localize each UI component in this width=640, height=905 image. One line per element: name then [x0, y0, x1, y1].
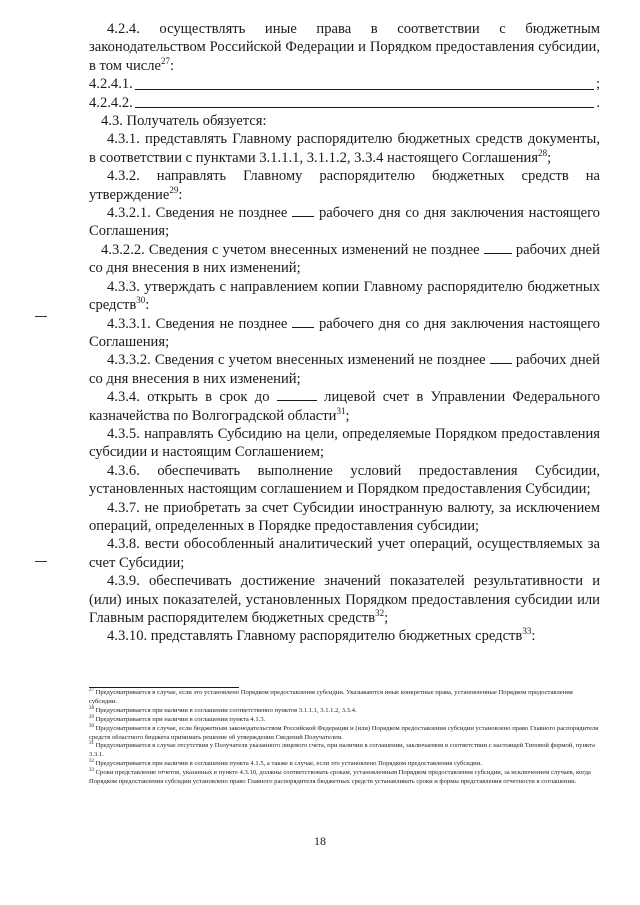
- agreement-body: [89, 20, 600, 646]
- footnote-33: $^{33}$ Сроки представление отчетов, указанных в пункте 4.3.10, должны соответствовать срокам, установленным Порядком предоставления субсидии, за исключением случаев, когда Порядком предоставления субсидии установлено право Главного распорядителя бюджетных средств устанавливать сроки и формы представления отчетности в соглашении.: [89, 767, 591, 786]
- margin-mark: [35, 561, 47, 562]
- clause-4-3-3-2: 4.3.3.2. Сведения с учетом внесенных изменений не позднее рабочих дней со дня внесения в них изменений;: [89, 352, 600, 387]
- blank-days: [292, 204, 314, 217]
- clause-4-3-3: 4.3.3. утверждать с направлением копии Главному распорядителю бюджетных средств$^{30}$:: [89, 278, 600, 314]
- clause-4-3-1: 4.3.1. представлять Главному распорядителю бюджетных средств документы, в соответствии с пунктами 3.1.1.1, 3.1.1.2, 3.3.4 настоящего Соглашения$^{28}$;: [89, 131, 600, 166]
- footnote-30: $^{30}$ Предусматривается в случае, если бюджетным законодательством Российской Федерации и (или) Порядком предоставления субсидии установлено право Главного распорядителя средств областного бюджета принимать решение об утверждении Сведений Получателем.: [89, 723, 599, 741]
- footnote-28: $^{28}$ Предусматривается при наличии в соглашении соответственно пунктов 3.1.1.1, 3.1.1.2, 3.3.4.: [89, 705, 357, 714]
- footnote-32: $^{32}$ Предусматривается при наличии в соглашении пункта 4.1.5, а также в случае, если это установлено Порядком предоставления субсидии.: [89, 759, 482, 768]
- blank-days: [484, 241, 512, 254]
- footnote-31: $^{31}$ Предусматривается в случае отсутствия у Получателя указанного лицевого счета, при наличии в соглашении, заключаемом в соответствии с настоящей Типовой формой, пункта 3.3.1.: [89, 741, 595, 759]
- footnote-ref-31: 31: [336, 405, 346, 416]
- clause-4-3-2-2: 4.3.2.2. Сведения с учетом внесенных изменений не позднее рабочих дней со дня внесения в них изменений;: [89, 241, 600, 277]
- blank-date: [277, 388, 317, 401]
- clause-4-3-8: 4.3.8. вести обособленный аналитический учет операций, осуществляемых за счет Субсидии;: [89, 536, 600, 571]
- footnote-ref-32: 32: [375, 608, 385, 619]
- clause-4-3-6: 4.3.6. обеспечивать выполнение условий предоставления Субсидии, установленных настоящим соглашением и Порядком предоставления Субсидии;: [89, 462, 600, 498]
- footnote-ref-30: 30: [136, 295, 146, 306]
- clause-4-3-2-1: 4.3.2.1. Сведения не позднее рабочего дня со дня заключения настоящего Соглашения;: [89, 205, 600, 240]
- clause-4-3-7: 4.3.7. не приобретать за счет Субсидии иностранную валюту, за исключением операций, определенных в Порядке предоставления субсидии;: [89, 499, 600, 534]
- footnote-29: $^{29}$ Предусматривается при наличии в соглашении пункта 4.1.3.: [89, 714, 266, 723]
- clause-4-3: 4.3. Получатель обязуется:: [101, 113, 267, 130]
- clause-4-3-9: 4.3.9. обеспечивать достижение значений показателей результативности и (или) иных показателей, установленных Порядком предоставления субсидии или Главным распорядителем бюджетных средств$^{32}$;: [89, 573, 600, 626]
- footnote-separator: [89, 687, 239, 688]
- blank-days: [292, 315, 314, 328]
- clause-4-2-4: 4.2.4. осуществлять иные права в соответствии с бюджетным законодательством Российской Федерации и Порядком предоставления субсидии, в том числе$^{27}$:: [89, 21, 600, 74]
- blank-days: [490, 351, 512, 364]
- clause-4-3-4: 4.3.4. открыть в срок до лицевой счет в Управлении Федерального казначейства по Волгоградской области$^{31}$;: [89, 389, 601, 424]
- fill-in-line: [135, 107, 595, 108]
- footnote-ref-28: 28: [538, 147, 548, 158]
- fill-in-line: [135, 89, 594, 90]
- clause-4-2-4-1: 4.2.4.1. ;: [89, 76, 600, 93]
- footnotes: [89, 689, 601, 787]
- clause-4-3-10: 4.3.10. представлять Главному распорядителю бюджетных средств$^{33}$:: [107, 626, 536, 645]
- margin-mark: [35, 316, 47, 317]
- clause-4-3-3-1: 4.3.3.1. Сведения не позднее рабочего дня со дня заключения настоящего Соглашения;: [89, 315, 600, 350]
- footnote-ref-27: 27: [161, 55, 171, 66]
- page-number: 18: [314, 834, 326, 848]
- clause-4-3-5: 4.3.5. направлять Субсидию на цели, определяемые Порядком предоставления субсидии и настоящим Соглашением;: [89, 425, 600, 461]
- clause-4-2-4-2: 4.2.4.2. .: [89, 94, 600, 111]
- footnote-ref-33: 33: [522, 626, 532, 637]
- clause-4-3-2: 4.3.2. направлять Главному распорядителю бюджетных средств на утверждение$^{29}$:: [89, 168, 600, 203]
- footnote-27: $^{27}$ Предусматривается в случае, если это установлено Порядком предоставления субсидии. Указываются иные конкретные права, установленные Порядком предоставления субсидии.: [89, 687, 573, 705]
- footnote-ref-29: 29: [169, 184, 179, 195]
